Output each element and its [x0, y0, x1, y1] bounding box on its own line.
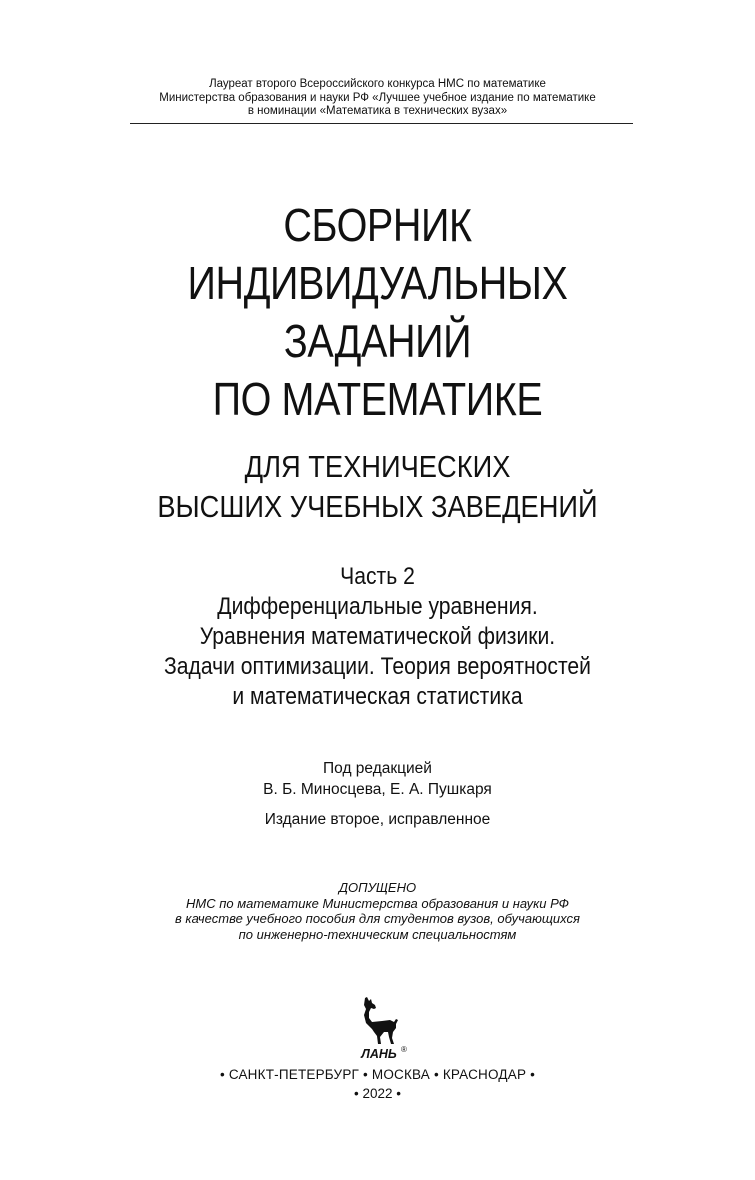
publisher-logo-text: ЛАНЬ — [361, 1047, 397, 1061]
title-line: ИНДИВИДУАЛЬНЫХ — [187, 257, 568, 309]
laureate-line: в номинации «Математика в технических вузах» — [247, 105, 508, 117]
part-topic-line: Уравнения математической физики. — [199, 623, 556, 650]
registered-mark: ® — [401, 1045, 407, 1054]
approval-stamp — [0, 880, 755, 942]
approval-heading: ДОПУЩЕНО — [338, 880, 417, 895]
title-line: СБОРНИК — [283, 199, 472, 251]
part-description — [0, 562, 755, 712]
part-number: Часть 2 — [340, 563, 415, 590]
book-subtitle — [0, 447, 755, 527]
laureate-line: Лауреат второго Всероссийского конкурса НМС по математике — [209, 78, 546, 90]
publisher-cities: • САНКТ-ПЕТЕРБУРГ • МОСКВА • КРАСНОДАР • — [219, 1067, 536, 1082]
edition-note: Издание второе, исправленное — [264, 811, 491, 828]
doe-icon — [364, 997, 398, 1044]
laureate-text — [0, 78, 755, 119]
approval-line: по инженерно-техническим специальностям — [238, 926, 517, 942]
book-title — [0, 196, 755, 428]
subtitle-line: ДЛЯ ТЕХНИЧЕСКИХ — [244, 449, 511, 484]
publication-year: • 2022 • — [354, 1086, 401, 1101]
title-line: ПО МАТЕМАТИКЕ — [212, 373, 543, 425]
part-topic-line: и математическая статистика — [232, 683, 523, 710]
publisher-logo — [348, 996, 408, 1062]
header-divider — [130, 123, 633, 124]
approval-line: в качестве учебного пособия для студентов вузов, обучающихся — [175, 911, 580, 926]
editors-names: В. Б. Миносцева, Е. А. Пушкаря — [263, 781, 492, 798]
editors — [0, 758, 755, 800]
subtitle-line: ВЫСШИХ УЧЕБНЫХ ЗАВЕДЕНИЙ — [157, 489, 598, 524]
editors-caption: Под редакцией — [323, 760, 432, 777]
part-topic-line: Дифференциальные уравнения. — [217, 593, 538, 620]
approval-line: НМС по математике Министерства образования и науки РФ — [186, 895, 569, 911]
title-line: ЗАДАНИЙ — [283, 315, 472, 367]
laureate-line: Министерства образования и науки РФ «Лучшее учебное издание по математике — [159, 91, 596, 104]
part-topic-line: Задачи оптимизации. Теория вероятностей — [164, 653, 591, 680]
